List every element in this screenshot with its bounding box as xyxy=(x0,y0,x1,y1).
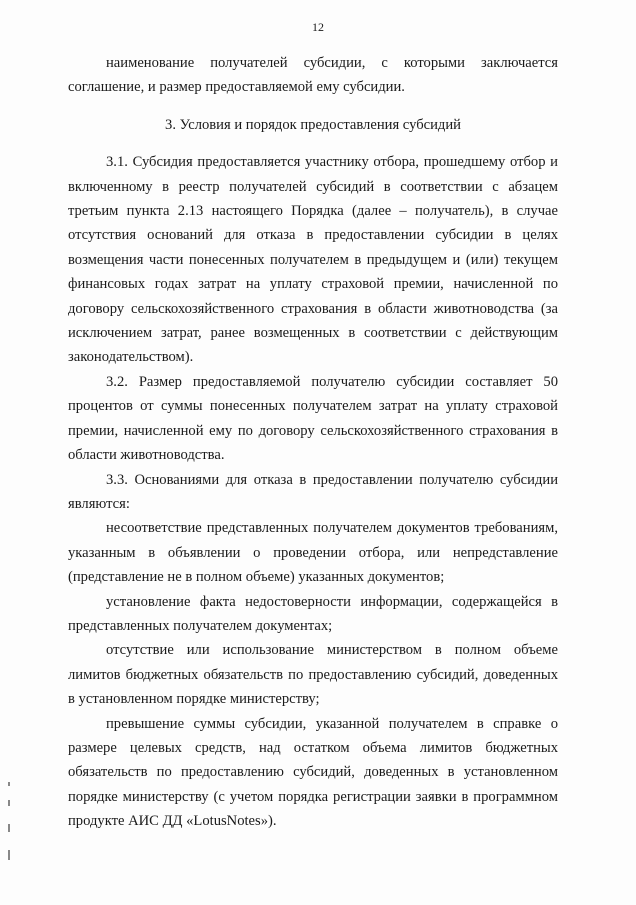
list-item: несоответствие представленных получателем документов требованиям, указанным в объявлении о проведении отбора, или непредставление (представление не в полном объеме) указанных документов; xyxy=(68,520,558,586)
list-item: установление факта недостоверности информации, содержащейся в представленных получателем документах; xyxy=(68,593,558,634)
section-heading: 3. Условия и порядок предоставления субсидий xyxy=(165,116,461,133)
list-item: отсутствие или использование министерством в полном объеме лимитов бюджетных обязательств по предоставлению субсидий, доведенных в установленном порядке министерству; xyxy=(68,642,558,708)
paragraph-intro: наименование получателей субсидии, с которыми заключается соглашение, и размер предоставляемой ему субсидии. xyxy=(68,55,558,96)
scan-artifact xyxy=(8,800,10,806)
page-number: 12 xyxy=(312,20,324,34)
scan-artifact xyxy=(8,824,10,832)
document-body xyxy=(68,51,558,834)
paragraph-3-1: 3.1. Субсидия предоставляется участнику отбора, прошедшему отбор и включенному в реестр получателей субсидий в соответствии с абзацем третьим пункта 2.13 настоящего Порядка (далее – получатель), в случае отсутствия оснований для отказа в предоставлении субсидии в целях возмещения части понесенных получателем в предыдущем и (или) текущем финансовых годах затрат на уплату страховой премии, начисленной по договору сельскохозяйственного страхования в области животноводства (за исключением затрат, ранее возмещенных в соответствии с действующим законодательством). xyxy=(68,154,558,366)
paragraph-3-2: 3.2. Размер предоставляемой получателю субсидии составляет 50 процентов от суммы понесенных получателем затрат на уплату страховой премии, начисленной ему по договору сельскохозяйственного страхования в области животноводства. xyxy=(68,373,558,464)
paragraph-3-3: 3.3. Основаниями для отказа в предоставлении получателю субсидии являются: xyxy=(68,471,558,512)
scan-artifact xyxy=(8,782,10,786)
scan-artifact xyxy=(8,850,10,860)
list-item: превышение суммы субсидии, указанной получателем в справке о размере целевых средств, над остатком объема лимитов бюджетных обязательств по предоставлению субсидий, доведенных в установленном порядке министерству (с учетом порядка регистрации заявки в программном продукте АИС ДД «LotusNotes»). xyxy=(68,715,558,830)
